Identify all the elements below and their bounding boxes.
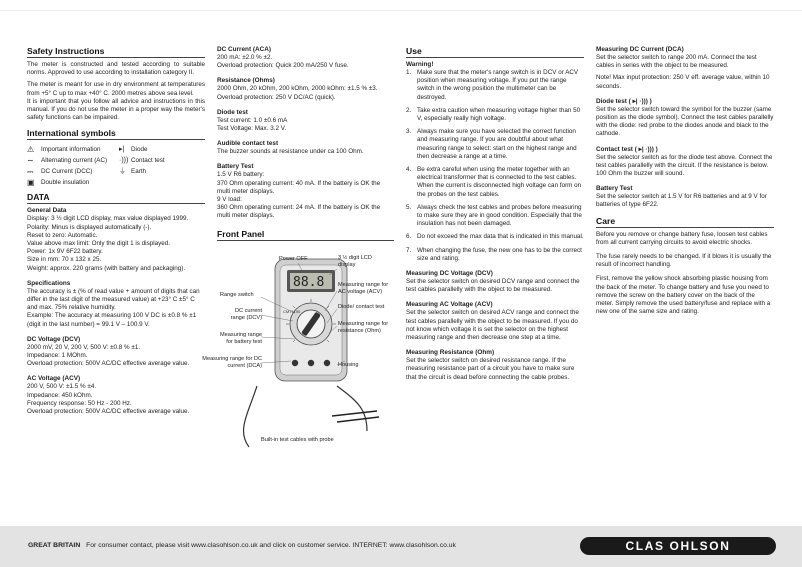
label-cables: Built-in test cables with probe [261,437,334,443]
contact-test-heading: Contact test ( ▸| ·))) ) [596,145,658,153]
item-number: 6. [406,233,412,241]
column-2 [217,46,394,244]
item-number: 7. [406,246,412,254]
dcv-line: Overload protection: 500V AC/DC effective average value. [27,360,190,368]
socket-v[interactable] [308,360,314,366]
symbols-table [27,144,205,188]
dcv-line: 2000 mV, 20 V, 200 V, 500 V: ±0.8 % ±1. [27,343,141,351]
footer-contact [28,542,456,549]
socket-ma[interactable] [324,360,330,366]
safety-paragraph-1: The meter is constructed and tested according to suitable norms. Approved to use according to installation category II. [27,61,205,77]
specifications-heading: Specifications [27,279,71,287]
symbol-label: DC Current (DCC) [41,167,93,175]
care-paragraph-3: First, remove the yellow shock absorbing plastic housing from the back of the meter. To change battery and fuse you need to remove the screw on the battery cover on the back of the meter. Simply remove the used battery/fuse and replace with a new one of the same size and rating. [596,275,771,316]
general-line: Reset to zero: Automatic. [27,231,98,239]
list-item [406,128,584,161]
test-cable [337,386,367,431]
list-item [406,166,584,199]
label-battery-test: Measuring range for battery test [220,332,262,345]
care-title: Care [596,216,774,228]
socket-com[interactable] [292,360,298,366]
item-number: 2. [406,106,412,114]
measuring-dca-heading: Measuring DC Current (DCA) [596,46,684,53]
symbol-label-2: Contact test [131,156,165,164]
general-line: Power: 1x 9V 6F22 battery. [27,248,103,256]
acv-heading: AC Voltage (ACV) [27,375,81,383]
list-item [406,204,584,229]
general-line: Weight: approx. 220 grams (with battery and packaging). [27,264,186,272]
item-text: Always make sure you have selected the correct function and measuring range. If you are doubtful about what measuring range to select: start on the highest range and then decrease a range at a time. [417,128,577,160]
measuring-dca-note: Note! Max input protection: 250 V eff. average value, within 10 seconds. [596,74,770,90]
symbol-label-2: Earth [131,167,147,175]
resistance-line: Overload protection: 250 V DC/AC (quick). [217,93,336,101]
battery-test-text: Set the selector switch at 1.5 V for R6 batteries and at 9 V for batteries of type 6F22. [596,193,767,209]
dca-line: Overload protection: Quick 200 mA/250 V fuse. [217,62,349,70]
double-insulation-icon: ▣ [27,177,35,187]
diode-heading: Diode test [217,108,248,116]
label-measuring-resistance: Measuring range for resistance (Ohm) [338,321,389,334]
warning-heading: Warning! [406,61,434,68]
list-item [406,69,584,102]
measuring-resistance-text: Set the selector switch on desired resistance range. If the measuring resistance part of a circuit you have to make sure that the circuit is dead before connecting the cable probes. [406,357,575,381]
dca-heading: DC Current (ACA) [217,46,271,53]
item-text: Be extra careful when using the meter together with an electrical transformer that is connected to the test cables. When the current is disconnected high voltage can form on the probes on the test cables. [417,166,582,198]
general-line: Polarity: Minus is displayed automatically (-). [27,223,152,231]
front-panel-title: Front Panel [217,229,394,241]
general-data-heading: General Data [27,207,67,215]
symbol-label: Alternating current (AC) [41,156,108,164]
care-paragraph-1: Before you remove or change battery fuse, loosen test cables from all current carrying circuits to avoid electric shocks. [596,230,768,246]
symbol-label: Important information [41,145,101,153]
lcd-digits: 88.8 [293,275,325,290]
symbol-row [27,155,205,166]
general-line: Display: 3 ½ digit LCD display, max value displayed 1999. [27,215,189,223]
probe [332,411,377,416]
battery-test-heading: Battery Test [596,185,633,193]
label-housing: Housing [338,362,359,368]
item-text: When changing the fuse, the new one has to be the correct size and rating. [417,246,582,262]
dca-line: 200 mA: ±2.0 % ±2. [217,54,273,61]
general-line: Size in mm: 70 x 132 x 25. [27,256,102,264]
item-number: 4. [406,166,412,174]
safety-paragraph-2: The meter is meant for use in dry environment at temperatures from +5° C up to max +40° C. 2000 metres above sea level. [27,81,205,97]
audible-line: The buzzer sounds at resistance under ca 100 Ohm. [217,148,364,156]
list-item [406,233,584,241]
item-text: Do not exceed the max data that is indicated in this manual. [417,233,584,241]
dcv-line: Impedance: 1 MOhm. [27,352,88,360]
diode-line: Test Voltage: Max. 3.2 V. [217,125,287,133]
top-divider [0,10,802,11]
brand-logo: CLAS OHLSON [580,537,776,555]
column-1 [27,46,205,416]
list-item [406,247,584,263]
dc-icon: ⎓ [27,166,34,176]
earth-icon: ⏚ [119,167,126,175]
item-number: 3. [406,128,412,136]
symbol-row [27,166,205,177]
acv-line: Impedance: 450 kOhm. [27,391,93,399]
diode-icon: ▸| [119,145,125,153]
item-number: 5. [406,203,412,211]
acv-line: Overload protection: 500V AC/DC effective average value. [27,408,190,416]
ac-icon: ∼ [27,155,34,165]
item-number: 1. [406,69,412,76]
resistance-line: 2000 Ohm, 20 kOhm, 200 kOhm, 2000 kOhm: ±1.5 % ±3. [217,85,378,93]
front-panel-diagram [202,241,394,456]
label-dca: Measuring range for DC current (DCA) [202,356,262,369]
use-title: Use [406,46,584,58]
audible-heading: Audible contact test [217,140,279,148]
spec-line: The accuracy is ± (% of read value + amount of digits that can differ in the last digit of the measured value) at +23° C ±5° C and max. 75% relative humidity. [27,287,200,312]
acv-line: Frequency response: 50 Hz - 200 Hz. [27,399,132,407]
battery-line: 1.5 V R6 battery: [217,171,265,179]
dcv-heading: DC Voltage (DCV) [27,335,81,343]
item-text: Always check the test cables and probes before measuring to make sure they are in good condition. Especially that the insulation has not been damaged. [417,203,582,228]
measuring-dca-text: Set the selector switch to range 200 mA. Connect the test cables in series with the object to be measured. [596,54,757,70]
measuring-acv-heading: Measuring AC Voltage (ACV) [406,301,493,309]
diode-test-heading: Diode test ( ▸| ·))) ) [596,97,652,105]
label-dc-current-range: DC current range (DCV) [230,308,262,321]
probe [337,417,379,422]
general-line: Value above max limit: Only the digit 1 is displayed. [27,240,171,248]
label-measuring-acv: Measuring range for AC voltage (ACV) [338,282,389,295]
diode-line: Test current: 1.0 ±0.6 mA [217,116,288,124]
care-paragraph-2: The fuse rarely needs to be changed. If it blows it is usually the result of incorrect handling. [596,253,772,269]
label-diode-contact: Diode/ contact test [338,304,385,310]
safety-title: Safety Instructions [27,46,205,58]
symbol-label-2: Diode [131,145,148,153]
symbol-row [27,177,205,188]
symbol-row [27,144,205,155]
battery-line: 370 Ohm operating current: 40 mA. If the battery is OK the multi meter displays. [217,179,381,195]
multimeter-illustration [217,241,394,456]
acv-line: 200 V, 500 V: ±1.5 % ±4. [27,383,97,391]
contact-test-text: Set the selector switch as for the diode test above. Connect the test cables parallelly with the circuit. If the resistance is below. 100 Ohm the buzzer will sound. [596,153,773,178]
column-3 [406,46,584,382]
item-text: Make sure that the meter's range switch is in DCV or ACV position when measuring voltage. If you put the range switch in the wrong position the multimeter can be destroyed. [417,69,579,101]
footer-country: GREAT BRITAIN [28,542,81,549]
safety-paragraph-3: It is important that you follow all advice and instructions in this manual. If you do not use the meter in a proper way the meter's safety functions can be impaired. [27,97,205,122]
symbol-label: Double insulation [41,178,90,186]
item-text: Take extra caution when measuring voltage higher than 50 V, especially really high voltage. [417,106,581,123]
label-range-switch: Range switch [220,292,254,298]
label-power-off: Power OFF [279,256,308,262]
warning-icon: ⚠ [27,144,35,154]
symbols-title: International symbols [27,128,205,140]
measuring-dcv-heading: Measuring DC Voltage (DCV) [406,270,493,278]
footer-contact-text: For consumer contact, please visit www.clasohlson.co.uk and click on customer service. INTERNET: www.clasohlson.co.uk [86,542,456,549]
battery-line: 360 Ohm operating current: 24 mA. If the battery is OK the multi meter displays. [217,204,381,220]
measuring-resistance-heading: Measuring Resistance (Ohm) [406,349,495,357]
spec-line: Example: The accuracy at measuring 100 V DC is ±0.8 % ±1 (digit in the last number) = 99.1 V – 100.9 V. [27,312,197,328]
list-item [406,107,584,123]
data-title: DATA [27,192,205,204]
device-model: CMT1100 [283,309,301,314]
column-4 [596,46,774,316]
diode-test-text: Set the selector switch toward the symbol for the buzzer (same position as the diode symbol). Connect the test cables parallelly with the diode: red probe to the diodes anode and black to the cathode. [596,105,774,138]
battery-line: 9 V load: [217,196,242,204]
warning-list [406,69,584,263]
buzzer-icon: ·))) [119,156,129,164]
measuring-acv-text: Set the selector switch on desired ACV range and connect the test cables parallelly with the object to be measured. If you do not know which voltage it is set the selector on the highest measuring range and then decrease one step at a time. [406,309,579,342]
test-cable [244,386,257,447]
measuring-dcv-text: Set the selector switch on desired DCV range and connect the test cables parallelly with the object to be measured. [406,278,580,294]
battery-heading: Battery Test [217,163,254,171]
resistance-heading: Resistance (Ohms) [217,77,275,85]
label-lcd: 3 ½ digit LCD display [338,255,372,268]
